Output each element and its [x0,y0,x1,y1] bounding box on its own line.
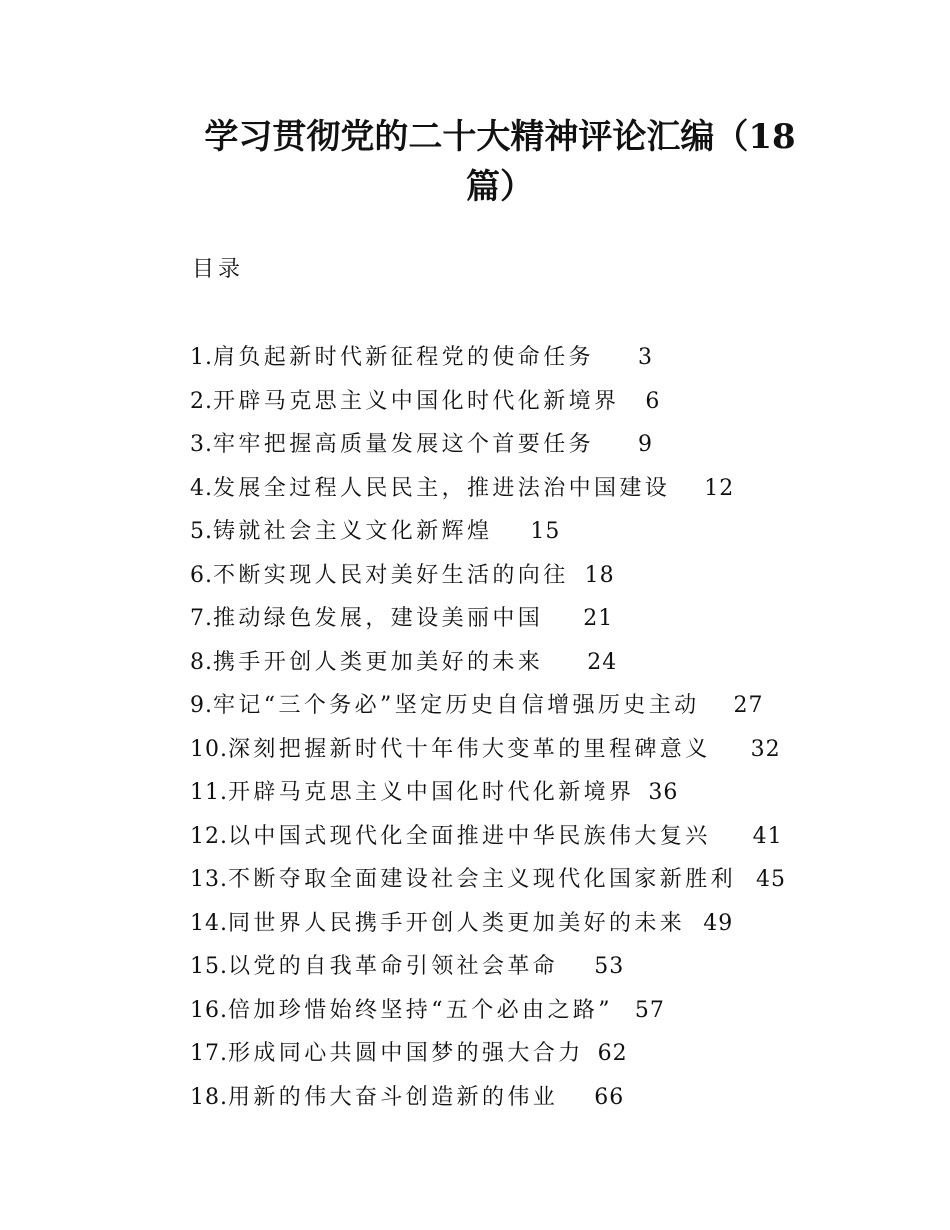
toc-item-number: 8. [190,649,213,675]
toc-item-number: 4. [190,475,213,501]
toc-item[interactable] [190,902,786,946]
toc-item-number: 3. [190,432,213,457]
document-title: 学习贯彻党的二十大精神评论汇编（18篇） [204,117,796,207]
toc-item-number: 7. [190,606,213,631]
toc-heading: 目录 [192,257,245,282]
toc-item-title: 发展全过程人民民主，推进法治中国建设 [213,475,671,501]
toc-item-title: 开辟马克思主义中国化时代化新境界 [228,780,635,805]
toc-item-page-number: 3 [638,345,654,370]
toc-item-page-number: 32 [750,736,781,762]
toc-item[interactable] [190,771,786,815]
toc-item-page-number: 6 [645,388,661,414]
toc-item-title: 携手开创人类更加美好的未来 [213,649,544,675]
toc-item-page-number: 24 [587,649,618,675]
toc-item-page-number: 49 [703,910,734,936]
toc-item-title: 铸就社会主义文化新辉煌 [213,519,493,544]
toc-item-page-number: 36 [648,780,679,805]
toc-item-number: 14. [190,910,228,936]
toc-item[interactable] [190,641,786,685]
toc-item-title: 以党的自我革命引领社会革命 [228,954,559,979]
toc-item[interactable] [190,336,786,380]
toc-item-title: 不断实现人民对美好生活的向往 [213,562,569,588]
toc-item-page-number: 21 [583,606,614,631]
toc-item[interactable] [190,858,786,902]
toc-item-page-number: 41 [752,823,783,849]
toc-item-title: 倍加珍惜始终坚持“五个必由之路” [228,997,613,1023]
toc-item[interactable] [190,467,786,511]
toc-item[interactable] [190,423,786,467]
toc-item-number: 16. [190,997,228,1023]
toc-item-page-number: 12 [704,475,735,501]
toc-item[interactable] [190,945,786,989]
toc-item-page-number: 66 [594,1084,625,1110]
toc-item[interactable] [190,684,786,728]
toc-item-title: 同世界人民携手开创人类更加美好的未来 [228,910,686,936]
toc-item-number: 10. [190,736,228,762]
toc-item-page-number: 15 [530,519,561,544]
toc-item[interactable] [190,1076,786,1120]
toc-item[interactable] [190,554,786,598]
toc-item-title: 不断夺取全面建设社会主义现代化国家新胜利 [228,867,737,892]
toc-item-page-number: 53 [594,954,625,979]
toc-item[interactable] [190,597,786,641]
toc-item-number: 12. [190,823,228,849]
toc-item-number: 17. [190,1041,228,1066]
toc-item-title: 牢记“三个务必”坚定历史自信增强历史主动 [213,693,700,718]
toc-item-number: 2. [190,388,213,414]
toc-item[interactable] [190,989,786,1033]
toc-item[interactable] [190,380,786,424]
toc-item[interactable] [190,815,786,859]
toc-item[interactable] [190,728,786,772]
toc-item-page-number: 62 [597,1041,628,1066]
toc-item-number: 13. [190,867,228,892]
toc-item-title: 开辟马克思主义中国化时代化新境界 [213,388,620,414]
toc-item-page-number: 57 [634,997,665,1023]
toc-item-title: 肩负起新时代新征程党的使命任务 [213,345,595,370]
toc-item-number: 5. [190,519,213,544]
toc-item-page-number: 9 [638,432,654,457]
toc-item-title: 用新的伟大奋斗创造新的伟业 [228,1084,559,1110]
toc-item-title: 以中国式现代化全面推进中华民族伟大复兴 [228,823,711,849]
toc-item[interactable] [190,1032,786,1076]
toc-item-title: 深刻把握新时代十年伟大变革的里程碑意义 [228,736,711,762]
toc-item-number: 9. [190,693,213,718]
toc-item-page-number: 45 [756,867,787,892]
toc-item-title: 推动绿色发展，建设美丽中国 [213,606,544,631]
toc-item-page-number: 27 [733,693,764,718]
toc-item-number: 18. [190,1084,228,1110]
toc-item-page-number: 18 [584,562,615,588]
toc-item-title: 形成同心共圆中国梦的强大合力 [228,1041,584,1066]
toc-item-number: 1. [190,345,213,370]
toc-item-number: 15. [190,954,228,979]
toc-item-number: 11. [190,780,228,805]
toc-item[interactable] [190,510,786,554]
toc-item-title: 牢牢把握高质量发展这个首要任务 [213,432,595,457]
toc-item-number: 6. [190,562,213,588]
toc-list [190,336,786,1119]
